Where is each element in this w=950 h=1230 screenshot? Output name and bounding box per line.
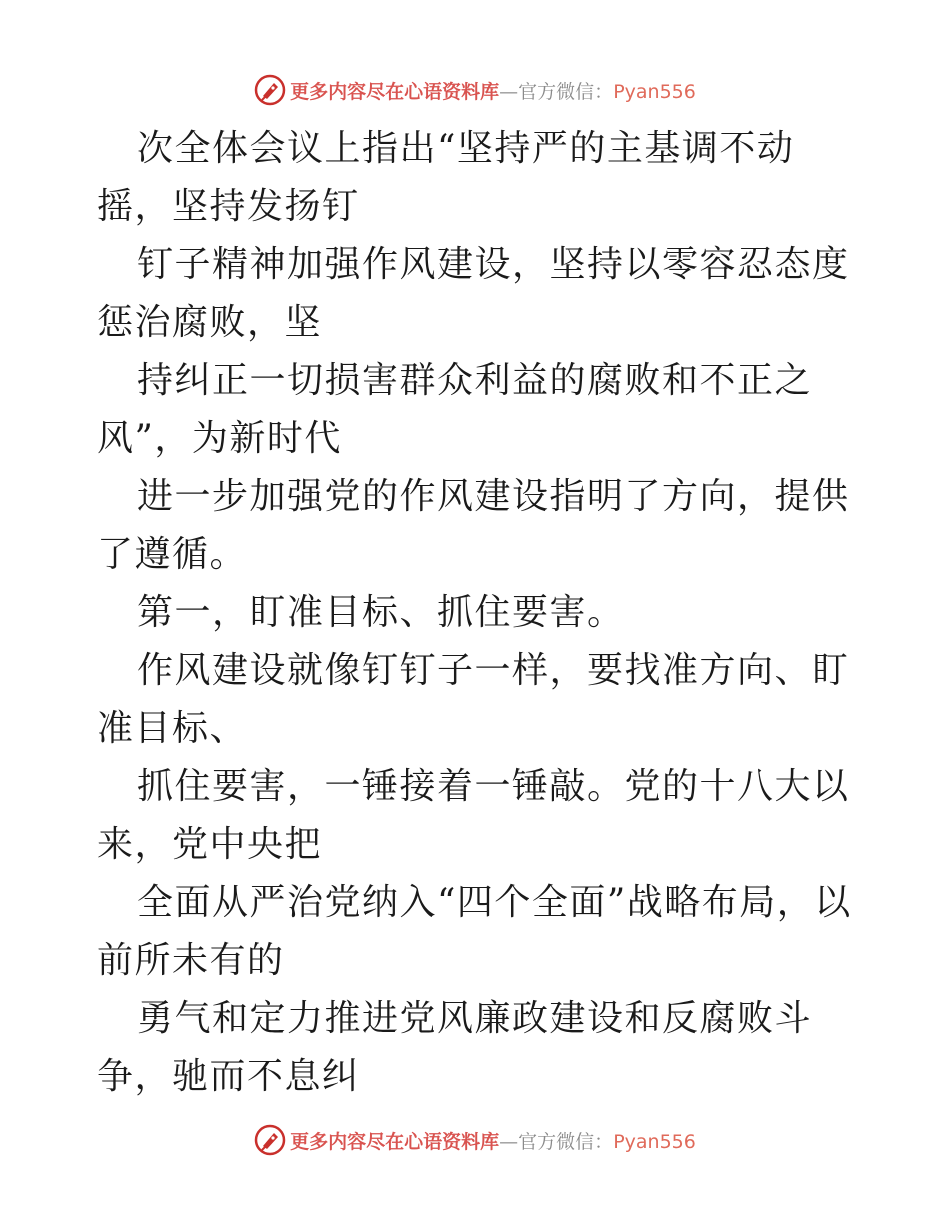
paragraph: 作风建设就像钉钉子一样，要找准方向、盯准目标、: [97, 650, 850, 749]
banner-main-text: 更多内容尽在心语资料库: [290, 1130, 500, 1153]
banner-dash: —: [499, 1130, 519, 1153]
banner-wechat-id: Pyan556: [613, 80, 696, 103]
banner-main-text: 更多内容尽在心语资料库: [290, 80, 500, 103]
paragraph: 次全体会议上指出“坚持严的主基调不动摇，坚持发扬钉: [97, 128, 795, 227]
pen-nib-logo-icon: [254, 74, 286, 106]
header-banner: [0, 70, 950, 110]
paragraph: 抓住要害，一锤接着一锤敲。党的十八大以来，党中央把: [97, 766, 850, 865]
paragraph: 钉子精神加强作风建设，坚持以零容忍态度惩治腐败，坚: [97, 244, 850, 343]
paragraph: 全面从严治党纳入“四个全面”战略布局，以前所未有的: [97, 882, 852, 981]
banner-text: [290, 1127, 696, 1154]
banner-text: [290, 77, 696, 104]
section-heading: 第一，盯准目标、抓住要害。: [137, 592, 625, 633]
document-body: [97, 120, 857, 1106]
banner-dash: —: [499, 80, 519, 103]
footer-banner: [0, 1120, 950, 1160]
paragraph: 勇气和定力推进党风廉政建设和反腐败斗争，驰而不息纠: [97, 998, 813, 1097]
banner-wechat-id: Pyan556: [613, 1130, 696, 1153]
pen-nib-logo-icon: [254, 1124, 286, 1156]
paragraph: 持纠正一切损害群众利益的腐败和不正之风”，为新时代: [97, 360, 813, 459]
banner-wechat-label: 官方微信：: [518, 1130, 614, 1153]
banner-wechat-label: 官方微信：: [518, 80, 614, 103]
paragraph: 进一步加强党的作风建设指明了方向，提供了遵循。: [97, 476, 850, 575]
